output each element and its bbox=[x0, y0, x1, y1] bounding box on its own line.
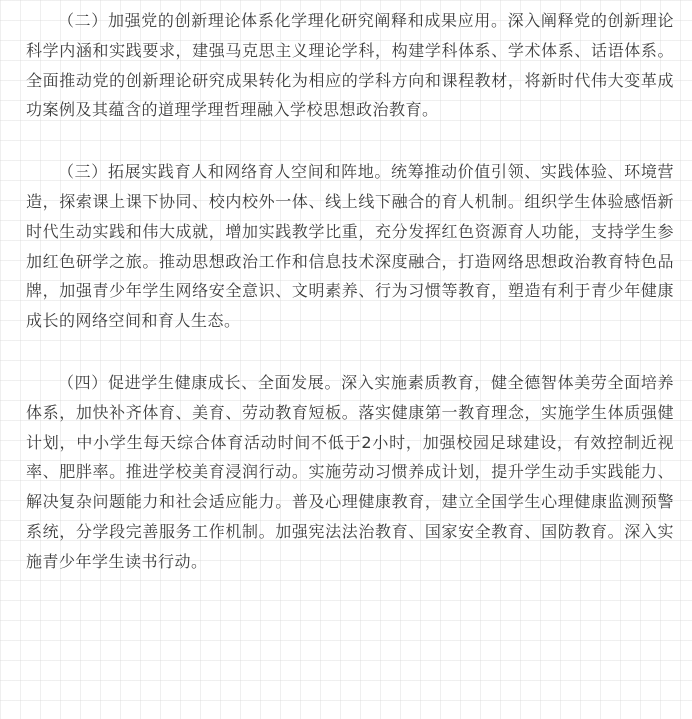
paragraph-section-3: （三）拓展实践育人和网络育人空间和阵地。统筹推动价值引领、实践体验、环境营造，探索课上课下协同、校内校外一体、线上线下融合的育人机制。组织学生体验感悟新时代生动实践和伟大成就，增加实践教学比重，充分发挥红色资源育人功能，支持学生参加红色研学之旅。推动思想政治工作和信息技术深度融合，打造网络思想政治教育特色品牌，加强青少年学生网络安全意识、文明素养、行为习惯等教育，塑造有利于青少年健康成长的网络空间和育人生态。 bbox=[26, 162, 674, 331]
paragraph-section-4: （四）促进学生健康成长、全面发展。深入实施素质教育，健全德智体美劳全面培养体系，加快补齐体育、美育、劳动教育短板。落实健康第一教育理念，实施学生体质强健计划，中小学生每天综合体育活动时间不低于2小时，加强校园足球建设，有效控制近视率、肥胖率。推进学校美育浸润行动。实施劳动习惯养成计划，提升学生动手实践能力、解决复杂问题能力和社会适应能力。普及心理健康教育，建立全国学生心理健康监测预警系统，分学段完善服务工作机制。加强宪法法治教育、国家安全教育、国防教育。深入实施青少年学生读书行动。 bbox=[26, 372, 674, 571]
paragraph-section-2: （二）加强党的创新理论体系化学理化研究阐释和成果应用。深入阐释党的创新理论科学内涵和实践要求，建强马克思主义理论学科，构建学科体系、学术体系、话语体系。全面推动党的创新理论研究成果转化为相应的学科方向和课程教材，将新时代伟大变革成功案例及其蕴含的道理学理哲理融入学校思想政治教育。 bbox=[26, 11, 674, 120]
